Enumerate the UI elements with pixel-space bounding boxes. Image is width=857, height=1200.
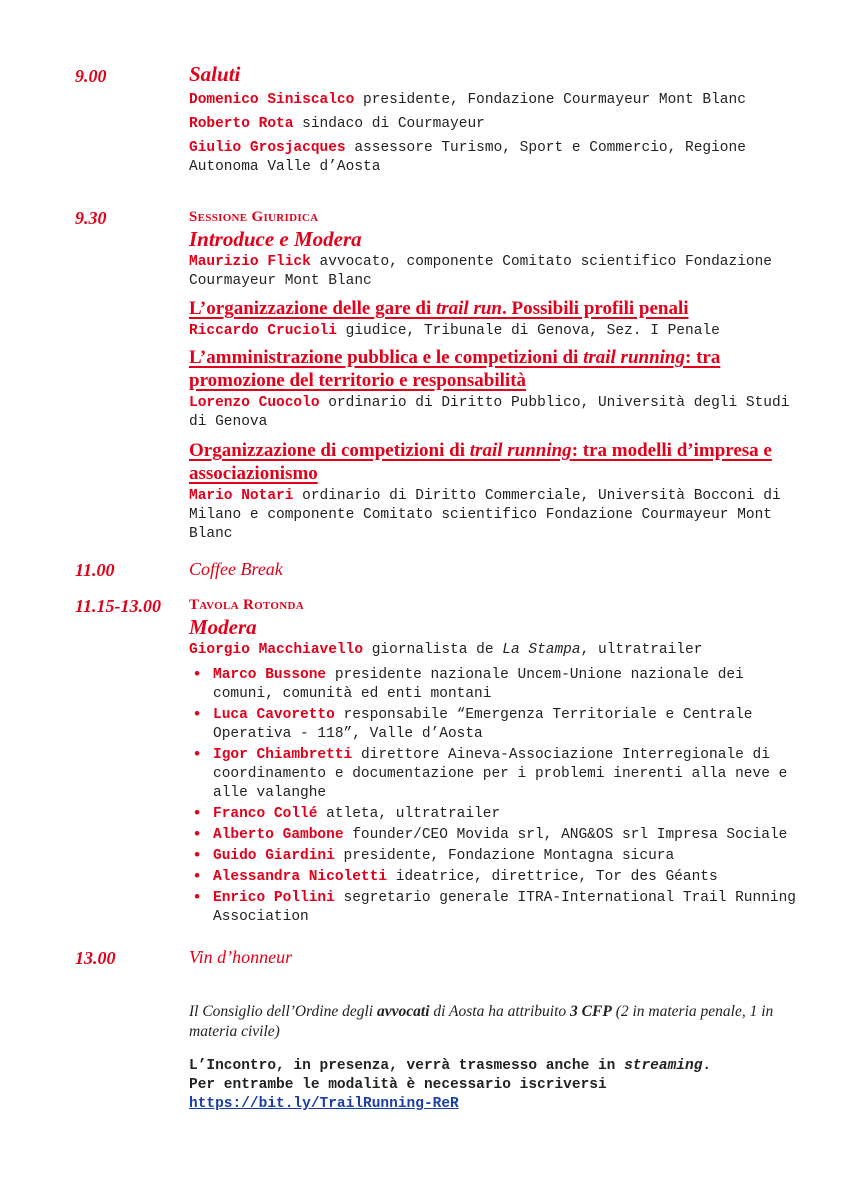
speaker-name: Roberto Rota [189,116,294,132]
speaker-role: ordinario di Diritto Commerciale, Università Bocconi di Milano e componente Comitato scientifico Fondazione Courmayeur Mont Blanc [189,488,781,542]
talk-title: L’amministrazione pubblica e le competizioni di trail running: tra promozione del territorio e responsabilità [189,347,721,391]
speaker-name: Domenico Siniscalco [189,92,355,108]
list-item: • Enrico Pollini segretario generale ITRA-International Trail Running Association [189,889,809,927]
speaker-role: giudice, Tribunale di Genova, Sez. I Penale [345,323,720,339]
section-saluti [189,62,809,177]
time-saluti: 9.00 [75,66,107,86]
section-title-saluti: Saluti [189,62,241,86]
speaker-entry [189,91,809,110]
time-tavola-rotonda: 11.15-13.00 [75,596,162,616]
list-item: • Marco Bussone presidente nazionale Uncem-Unione nazionale dei comuni, comunità ed enti montani [189,666,809,704]
speaker-entry [189,322,809,341]
moderator-title: Introduce e Modera [189,227,362,251]
list-item: • Guido Giardini presidente, Fondazione Montagna sicura [189,847,809,866]
list-item: • Alberto Gambone founder/CEO Movida srl, ANG&OS srl Impresa Sociale [189,826,809,845]
list-item: • Igor Chiambretti direttore Aineva-Associazione Interregionale di coordinamento e documentazione per i problemi inerenti alla neve e alle valanghe [189,746,809,803]
list-item: • Luca Cavoretto responsabile “Emergenza Territoriale e Centrale Operativa - 118”, Valle d’Aosta [189,706,809,744]
vin-dhonneur-label: Vin d’honneur [189,947,293,967]
registration-note: Per entrambe le modalità è necessario iscriversi [189,1077,607,1093]
list-item: • Franco Collé atleta, ultratrailer [189,805,809,824]
coffee-break-label: Coffee Break [189,559,283,579]
time-vin-dhonneur: 13.00 [75,948,116,968]
moderator-entry: Giorgio Macchiavello giornalista de La Stampa, ultratrailer [189,642,703,658]
speaker-role: avvocato, componente Comitato scientifico Fondazione Courmayeur Mont Blanc [189,254,773,289]
section-sessione-giuridica [189,209,809,544]
moderator-entry [189,253,809,291]
speaker-name: Riccardo Crucioli [189,323,337,339]
section-heading-tavola-rotonda: Tavola Rotonda [189,597,304,613]
speaker-entry [189,115,809,134]
time-sessione-giuridica: 9.30 [75,208,107,228]
speaker-name: Maurizio Flick [189,254,311,270]
panel-list [189,666,809,927]
talk-title: Organizzazione di competizioni di trail running: tra modelli d’impresa e associazionismo [189,440,772,484]
streaming-note: L’Incontro, in presenza, verrà trasmesso anche in streaming. Per entrambe le modalità è necessario iscriversi https://bit.ly/TrailRunning-ReR [189,1057,809,1114]
section-heading-sessione-giuridica: Sessione Giuridica [189,209,319,225]
speaker-entry [189,139,809,177]
speaker-entry [189,487,809,544]
list-item: • Alessandra Nicoletti ideatrice, direttrice, Tor des Géants [189,868,809,887]
time-coffee-break: 11.00 [75,560,115,580]
section-tavola-rotonda [189,597,809,929]
registration-link[interactable]: https://bit.ly/TrailRunning-ReR [189,1096,459,1112]
speaker-name: Giorgio Macchiavello [189,642,364,658]
speaker-name: Lorenzo Cuocolo [189,395,320,411]
speaker-role: sindaco di Courmayeur [302,116,485,132]
speaker-name: Giulio Grosjacques [189,140,346,156]
moderator-title: Modera [189,615,257,639]
cfp-note: Il Consiglio dell’Ordine degli avvocati di Aosta ha attribuito 3 CFP (2 in materia penale, 1 in materia civile) [189,1003,774,1040]
speaker-entry [189,394,809,432]
speaker-role: ordinario di Diritto Pubblico, Università degli Studi di Genova [189,395,790,430]
speaker-role: presidente, Fondazione Courmayeur Mont Blanc [363,92,746,108]
speaker-role: assessore Turismo, Sport e Commercio, Regione Autonoma Valle d’Aosta [189,140,746,175]
talk-title: L’organizzazione delle gare di trail run. Possibili profili penali [189,298,689,319]
speaker-name: Mario Notari [189,488,294,504]
